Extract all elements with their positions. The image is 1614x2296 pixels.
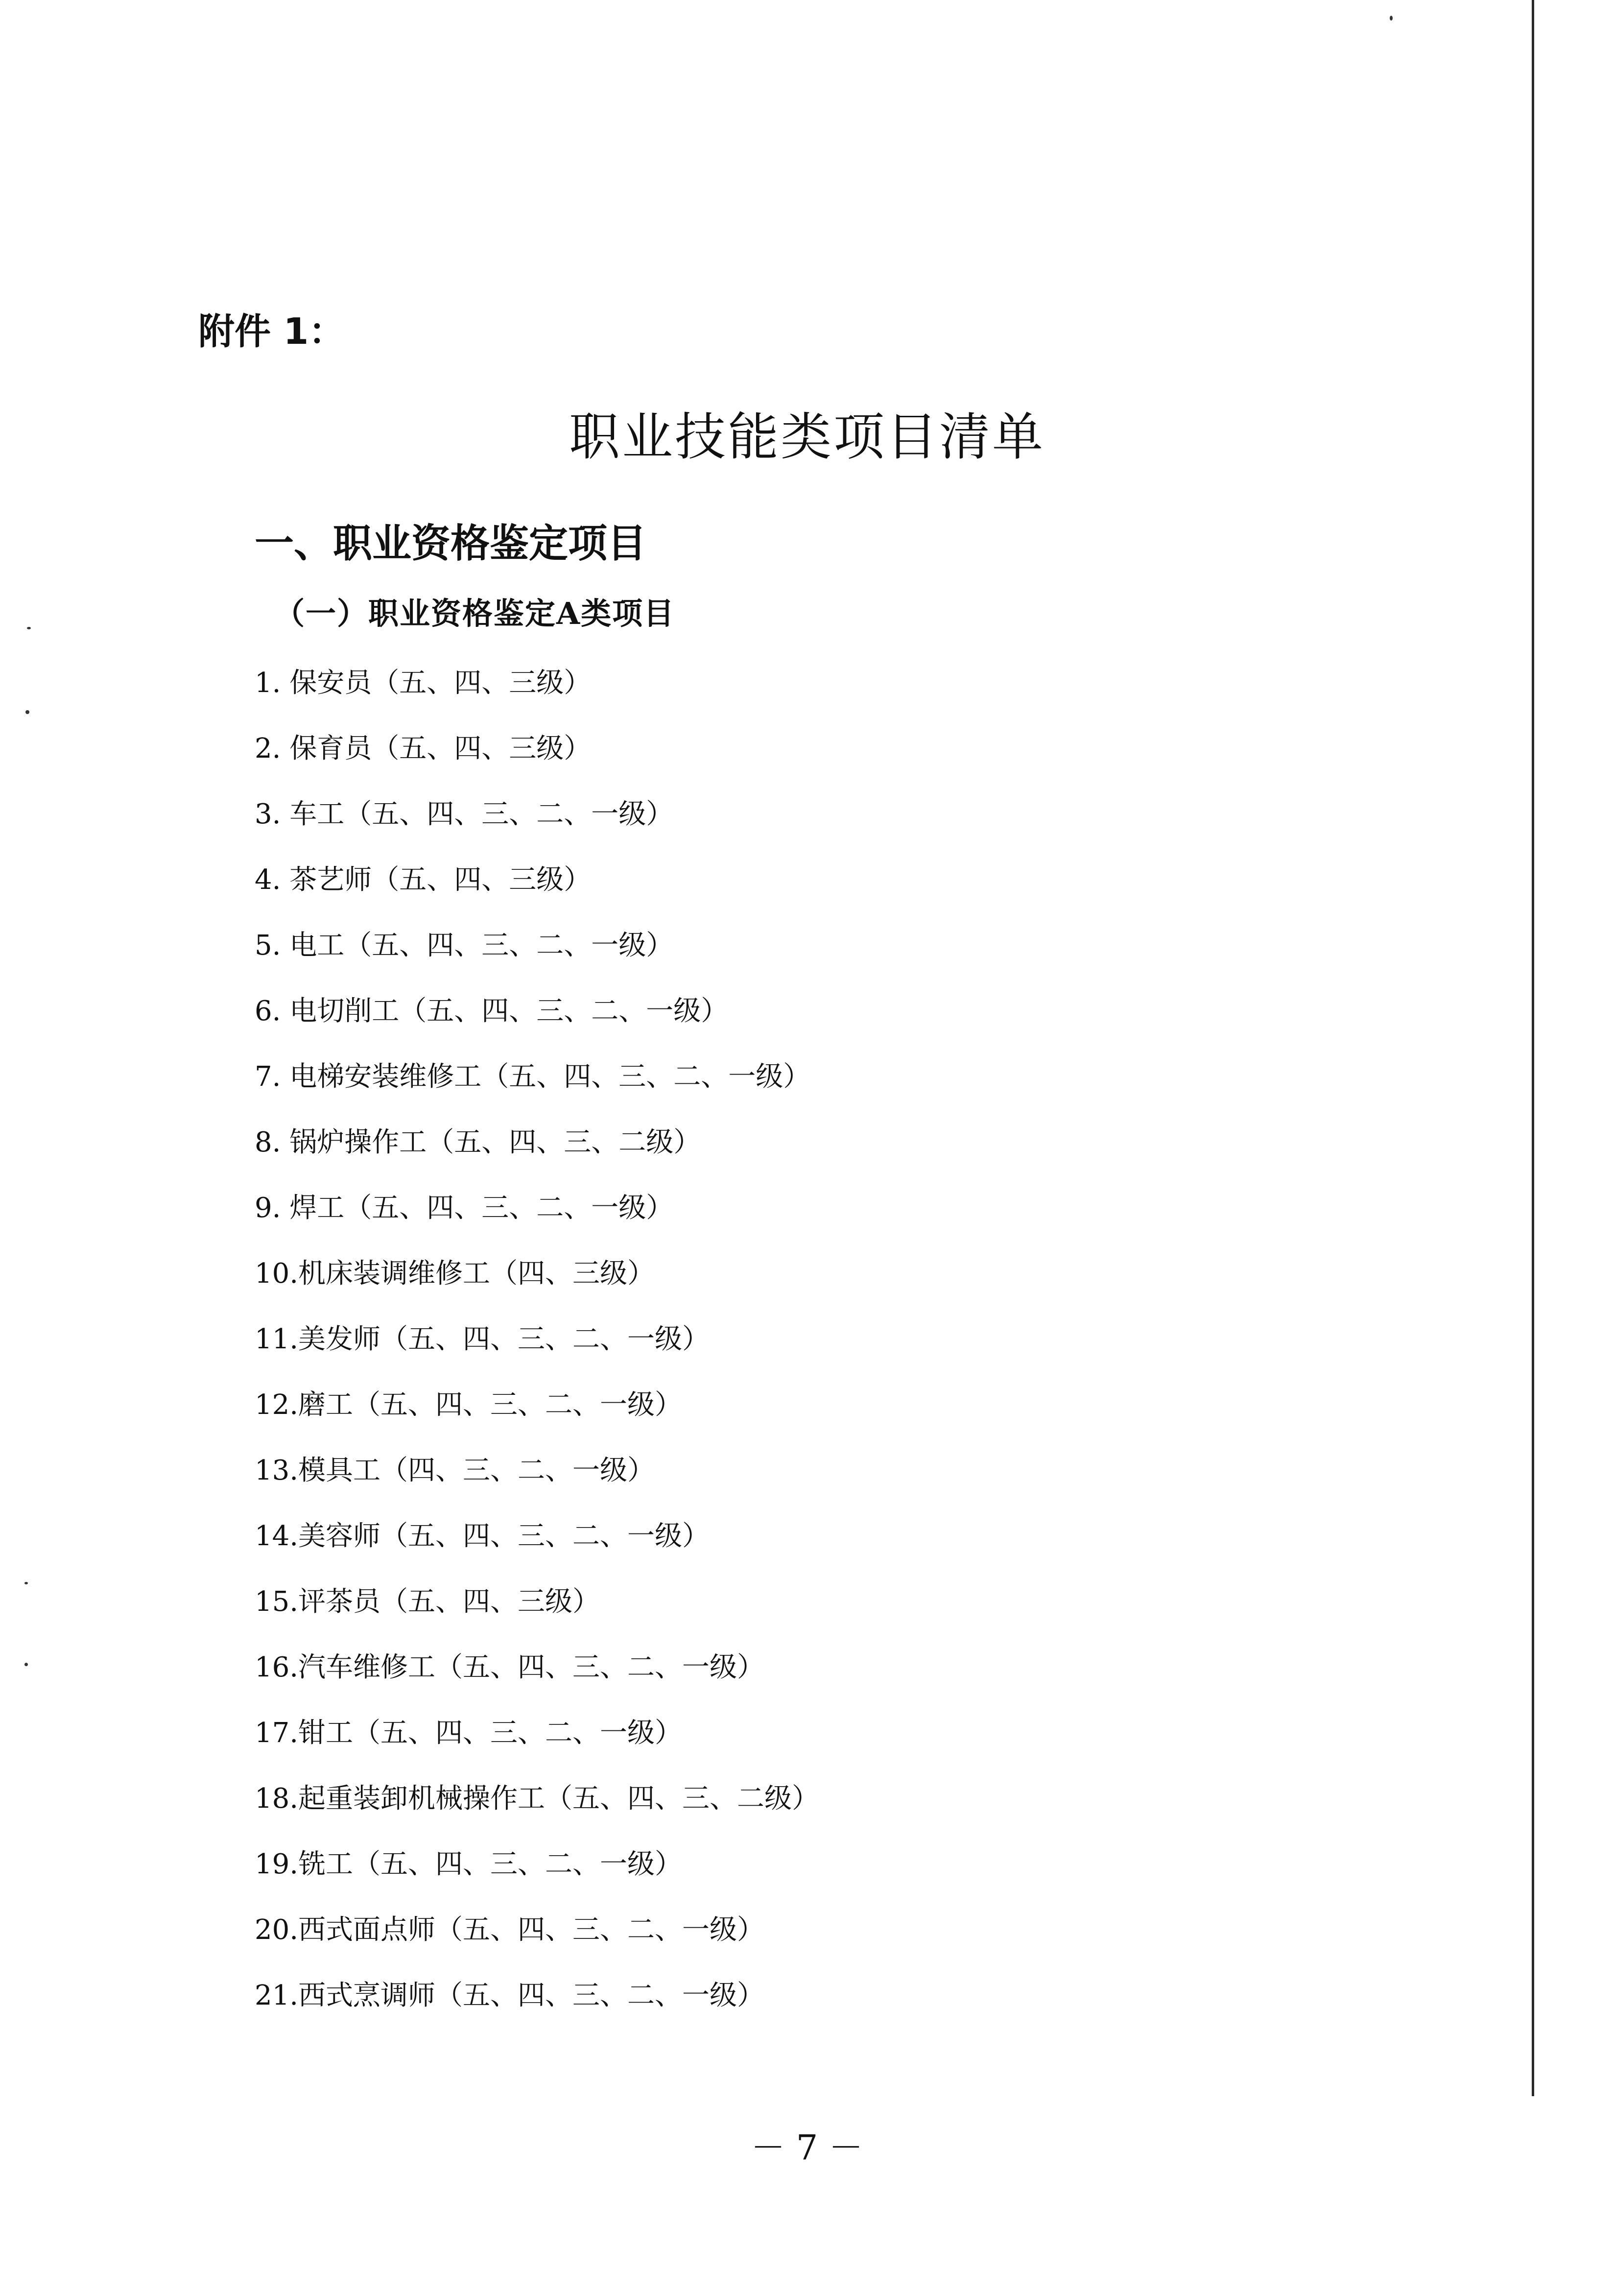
scan-speck <box>25 710 29 714</box>
list-item: 10.机床装调维修工（四、三级） <box>255 1258 655 1290</box>
list-item: 3. 车工（五、四、三、二、一级） <box>255 798 674 830</box>
page-number: － 7 － <box>751 2128 863 2168</box>
list-item: 12.磨工（五、四、三、二、一级） <box>255 1389 683 1421</box>
list-item: 21.西式烹调师（五、四、三、二、一级） <box>255 1980 765 2011</box>
list-item: 18.起重装卸机械操作工（五、四、三、二级） <box>255 1783 820 1815</box>
list-item: 20.西式面点师（五、四、三、二、一级） <box>255 1914 765 1946</box>
list-item: 13.模具工（四、三、二、一级） <box>255 1455 655 1486</box>
scan-speck <box>24 1582 28 1584</box>
list-item: 8. 锅炉操作工（五、四、三、二级） <box>255 1126 701 1158</box>
list-item: 16.汽车维修工（五、四、三、二、一级） <box>255 1651 765 1683</box>
list-item: 17.钳工（五、四、三、二、一级） <box>255 1717 683 1749</box>
scan-speck <box>1390 16 1393 21</box>
list-item: 11.美发师（五、四、三、二、一级） <box>255 1323 710 1355</box>
list-item: 19.铣工（五、四、三、二、一级） <box>255 1848 683 1880</box>
list-item: 1. 保安员（五、四、三级） <box>255 667 592 699</box>
list-item: 7. 电梯安装维修工（五、四、三、二、一级） <box>255 1061 811 1093</box>
list-item: 9. 焊工（五、四、三、二、一级） <box>255 1192 674 1224</box>
list-item: 4. 茶艺师（五、四、三级） <box>255 864 592 896</box>
document-title: 职业技能类项目清单 <box>569 407 1045 467</box>
scan-edge-line <box>1532 0 1534 2096</box>
attachment-label: 附件 1： <box>198 311 345 353</box>
subsection-heading: （一）职业资格鉴定A类项目 <box>274 596 675 631</box>
list-item: 2. 保育员（五、四、三级） <box>255 733 592 765</box>
list-item: 14.美容师（五、四、三、二、一级） <box>255 1520 710 1552</box>
list-item: 15.评茶员（五、四、三级） <box>255 1586 600 1618</box>
section-heading: 一、职业资格鉴定项目 <box>255 521 646 566</box>
item-list <box>255 669 819 2047</box>
list-item: 5. 电工（五、四、三、二、一级） <box>255 930 674 961</box>
scan-speck <box>24 1663 28 1666</box>
list-item: 6. 电切削工（五、四、三、二、一级） <box>255 995 729 1027</box>
scan-speck <box>27 627 31 629</box>
